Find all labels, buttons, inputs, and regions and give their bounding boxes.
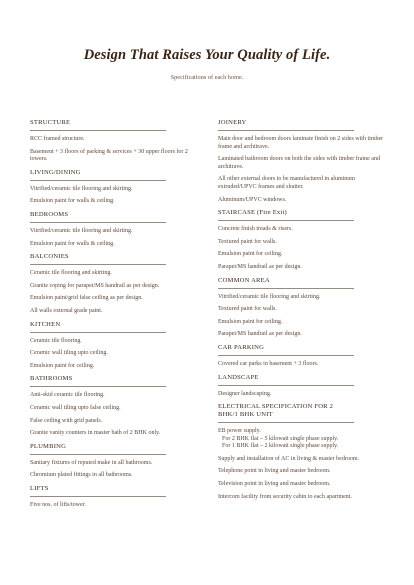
left-column xyxy=(30,119,202,514)
spec-item: Concrete finish treads & risers. xyxy=(218,226,293,233)
spec-section xyxy=(30,485,202,510)
spec-item: Ceramic tile flooring. xyxy=(30,337,82,344)
spec-item: EB power supply. For 2 BHK flat – 5 kilowatt single phase supply. For 1 BHK flat – 2 kilowatt single phase supply. xyxy=(218,428,386,451)
spec-item: Television point in living and master bedroom. xyxy=(218,481,331,488)
spec-item: Parapet/MS handrail as per design. xyxy=(218,331,302,338)
spec-section xyxy=(30,211,202,248)
spec-item: Emulsion paint/grid false ceiling as per design. xyxy=(30,295,143,302)
right-column xyxy=(218,119,386,506)
spec-item: Chromium plated fittings in all bathrooms. xyxy=(30,472,133,479)
spec-item: Laminated bathroom doors on both the sides with timber frame and architrave. xyxy=(218,156,380,170)
section-heading: LIVING/DINING xyxy=(30,169,166,181)
section-heading: LANDSCAPE xyxy=(218,374,354,386)
spec-item: Main door and bedroom doors laminate finish on 2 sides with timber frame and architrave. xyxy=(218,136,384,150)
spec-item: Vitrified/ceramic tile flooring and skirting. xyxy=(30,185,133,192)
spec-item: Vitrified/ceramic tile flooring and skirting. xyxy=(30,227,133,234)
spec-section xyxy=(218,403,386,501)
spec-item: Granite coping for parapet/MS handrail as per design. xyxy=(30,282,160,289)
spec-item: False ceiling with grid panels. xyxy=(30,417,103,424)
spec-item: Ceramic wall tiling upto false ceiling. xyxy=(30,404,121,411)
spec-item: Covered car parks in basement + 3 floors. xyxy=(218,360,319,367)
spec-item: Supply and installation of AC in living & master bedroom. xyxy=(218,455,359,462)
spec-item: All other external doors to be manufactured in aluminum extruded/UPVC frames and shutter. xyxy=(218,176,355,190)
page-title: Design That Raises Your Quality of Life. xyxy=(83,47,331,63)
spec-section xyxy=(218,277,386,339)
section-heading: COMMON AREA xyxy=(218,277,354,289)
section-heading: BATHROOMS xyxy=(30,375,166,387)
spec-subitem: For 2 BHK flat – 5 kilowatt single phase supply. xyxy=(222,435,339,442)
spec-item: Emulsion paint for walls & ceiling. xyxy=(30,240,115,247)
spec-item: Textured paint for walls. xyxy=(218,306,277,313)
spec-item: Emulsion paint for ceiling. xyxy=(218,251,283,258)
spec-item: Intercom facility from security cabin to each apartment. xyxy=(218,493,352,500)
page-subtitle: Specifications of each home. xyxy=(170,74,244,81)
spec-item: Basement + 3 floors of parking & services + 30 upper floors for 2 towers. xyxy=(30,148,188,163)
section-heading: BALCONIES xyxy=(30,253,166,265)
spec-item: Ceramic wall tiling upto ceiling. xyxy=(30,350,108,357)
spec-section xyxy=(218,209,386,271)
spec-item: Ceramic tile flooring and skirting. xyxy=(30,270,112,277)
spec-section xyxy=(218,119,386,204)
spec-item: Granite vanity counters in master bath of 2 BHK only. xyxy=(30,430,161,437)
spec-item: Emulsion paint for walls & ceiling. xyxy=(30,198,115,205)
spec-section xyxy=(30,253,202,315)
section-heading: STRUCTURE xyxy=(30,119,166,131)
section-heading: LIFTS xyxy=(30,485,166,497)
spec-item: Emulsion paint for ceiling. xyxy=(30,362,95,369)
spec-item: Five nos. of lifts/tower. xyxy=(30,501,86,508)
section-heading: ELECTRICAL SPECIFICATION FOR 2 BHK/1 BHK UNIT xyxy=(218,403,354,423)
section-heading: KITCHEN xyxy=(30,321,166,333)
spec-item: Parapet/MS handrail as per design. xyxy=(218,263,302,270)
section-heading: PLUMBING xyxy=(30,443,166,455)
spec-item: Sanitary fixtures of reputed make in all bathrooms. xyxy=(30,459,153,466)
spec-section xyxy=(30,119,202,164)
spec-section xyxy=(30,169,202,206)
spec-section xyxy=(30,321,202,371)
spec-section xyxy=(218,344,386,369)
spec-item: Aluminum/UPVC windows. xyxy=(218,196,287,203)
spec-item: Vitrified/ceramic tile flooring and skirting. xyxy=(218,293,321,300)
spec-subitem: For 1 BHK flat – 2 kilowatt single phase supply. xyxy=(222,443,339,450)
spec-item: Textured paint for walls. xyxy=(218,238,277,245)
spec-item: Anti-skid ceramic tile flooring. xyxy=(30,392,105,399)
section-heading: JOINERY xyxy=(218,119,354,131)
section-heading: STAIRCASE (Fire Exit) xyxy=(218,209,354,221)
spec-item: Designer landscaping. xyxy=(218,390,272,397)
spec-section xyxy=(218,374,386,399)
spec-item: RCC framed structure. xyxy=(30,136,85,142)
section-heading: CAR PARKING xyxy=(218,344,354,356)
section-heading: BEDROOMS xyxy=(30,211,166,223)
spec-item: Telephone point in living and master bedroom. xyxy=(218,468,331,475)
spec-item: All walls external grade paint. xyxy=(30,307,103,314)
spec-section xyxy=(30,375,202,437)
spec-item: Emulsion paint for ceiling. xyxy=(218,318,283,325)
spec-section xyxy=(30,443,202,480)
